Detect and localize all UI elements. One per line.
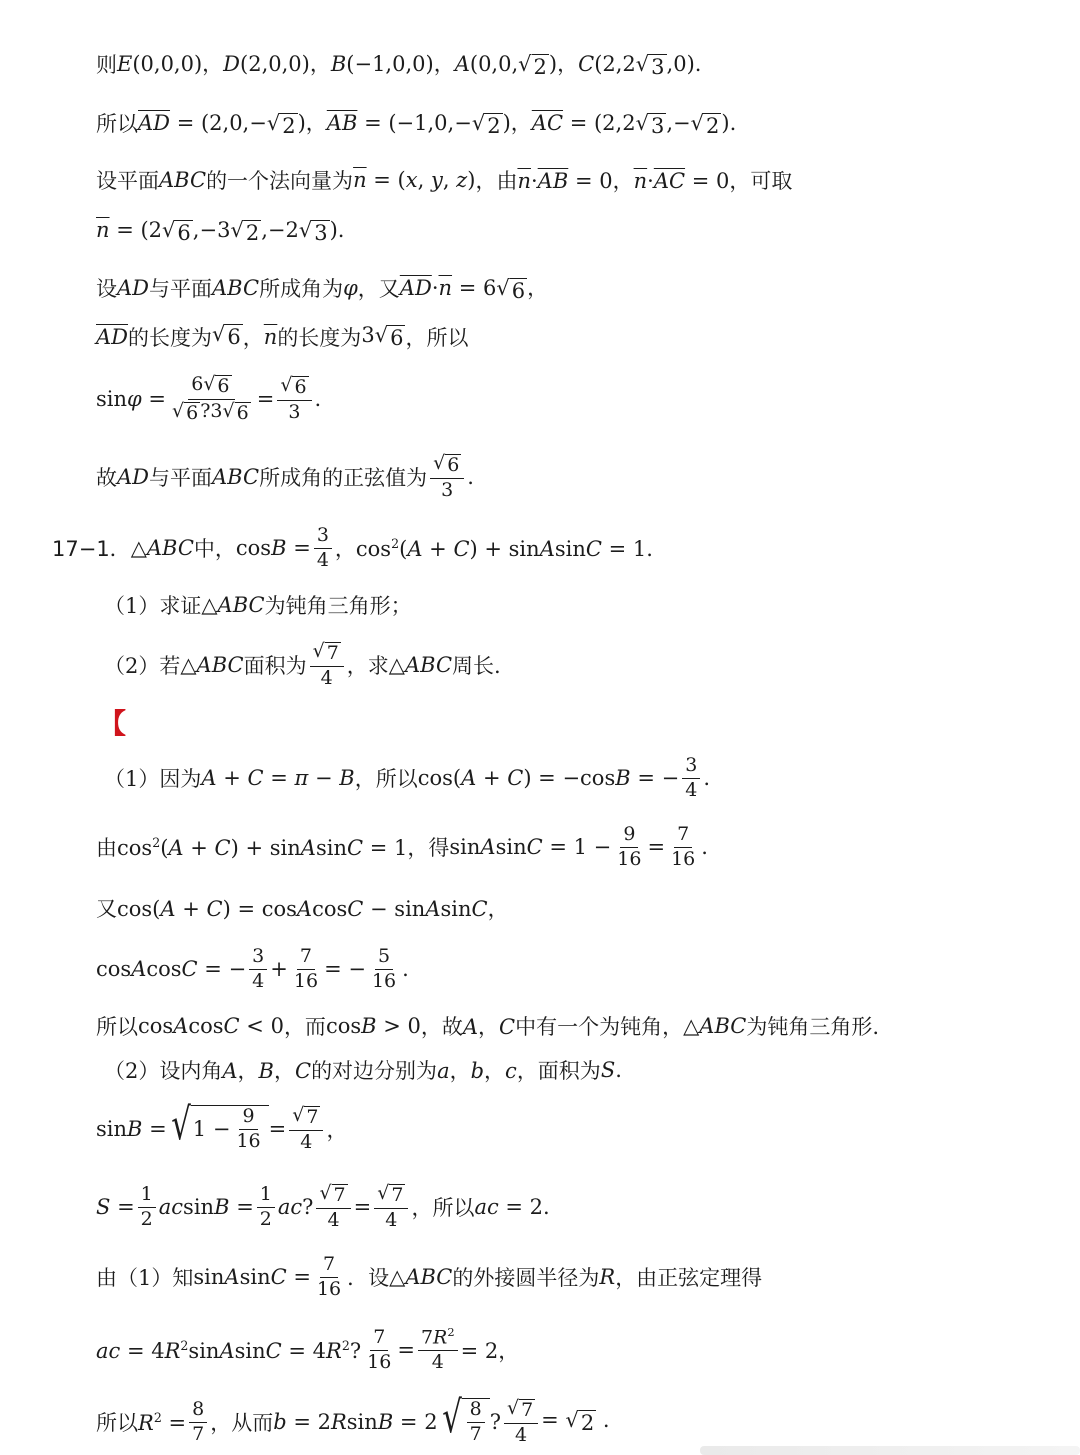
text-with-plane: 与平面 <box>149 277 213 301</box>
text-while: ，而 <box>283 1015 326 1039</box>
text-hence: ，故 <box>420 1015 463 1039</box>
solution-1-line-4: cosAcosC = − $\frac{3}{4}$ + $\frac{7}{16}$ = − $\frac{5}{16}$ . <box>96 944 409 992</box>
text-q2-area: 面积为 <box>243 654 307 678</box>
text-set-angles: （2）设内角 <box>104 1059 223 1083</box>
coordinates-line: 则 E(0,0,0)，D(2,0,0)，B(−1,0,0)，A(0,0, √ 2 )，C(2,2 √ 3 ,0). <box>96 44 701 84</box>
text-can-take: ，可取 <box>729 169 793 193</box>
problem-statement: 17−1． △ABC 中， cosB = $\frac{3}{4}$ ，$\cos^2(A + C)$ + sinAsinC = 1. <box>52 523 653 571</box>
text-q2-find: ，求 <box>346 654 389 678</box>
text-then: 则 <box>96 53 117 77</box>
text-with-plane-2: 与平面 <box>149 466 213 490</box>
text-normal-is: 的一个法向量为 <box>206 169 354 193</box>
final-b-formula: 所以 $R^2$ = $\frac{8}{7}$ ，从而 b = 2RsinB = 2 √ $\frac{8}{7}$ ? √ 7 4 = √ 2 . <box>96 1392 610 1446</box>
text-so-2: ，所以 <box>405 326 469 350</box>
solution-1-line-2: 由 $\cos^2(A + C)$ + sinAsinC = 1 ，得 sinAsinC = 1 − $\frac{9}{16}$ = $\frac{7}{16}$ . <box>96 822 708 870</box>
text-q2-if: （2）若 <box>104 654 181 678</box>
text-so-3: ，所以 <box>354 767 418 791</box>
text-from-1: 由（1）知 <box>96 1266 194 1290</box>
text-therefore: 故 <box>96 466 117 490</box>
solution-1-line-3: 又 cos(A + C) = cosAcosC − sinAsinC， <box>96 888 509 928</box>
normal-value-line: $\overline{n} = (2$ √ 6 ,−3 √ 2 ,−2 √ 3 ). <box>96 218 345 246</box>
area-formula: S = $\frac{1}{2}$ acsinB = $\frac{1}{2}$ ac? √ 7 4 = √ 7 4 ，所以 ac = 2. <box>96 1181 550 1231</box>
text-also-2: 又 <box>96 897 117 921</box>
solution-2-line-1: （2）设内角 A，B，C 的对边分别为 a，b，c ，面积为 S. <box>104 1050 622 1090</box>
text-thus: ，从而 <box>210 1411 274 1435</box>
text-length-is: 的长度为 <box>128 326 213 350</box>
length-line: $\overline{AD}$ 的长度为 √ 6 ， $\overline{n}$ 的长度为 3 √ 6 ，所以 <box>96 322 469 351</box>
text-so: 所以 <box>96 112 138 136</box>
ac-formula: ac = $4R^2sinAsinC = 4R^2$? $\frac{7}{16}$ = $\frac{7R^2}{4}$ = 2， <box>96 1324 520 1374</box>
circumradius-line: 由（1）知 sinAsinC = $\frac{7}{16}$ ．设 △ABC 的外接圆半径为 R ，由正弦定理得 <box>96 1252 763 1300</box>
text-q2-perimeter: 周长. <box>452 654 501 678</box>
text-is-obtuse: 为钝角三角形. <box>746 1015 880 1039</box>
text-so-4: 所以 <box>96 1015 138 1039</box>
vectors-line: 所以 $\overline{AD} = (2,0,-$ √ 2 )，$\overline{AB} = (-1,0,-$ √ 2 )，$\overline{AC} = (2,2$ √ 3 ,− √ 2 ). <box>96 103 736 143</box>
text-get: ，得 <box>407 836 450 860</box>
text-set-plane: 设平面 <box>96 169 159 193</box>
text-set: 设 <box>96 277 117 301</box>
text-by: ，由 <box>475 169 518 193</box>
question-1: （1）求证 △ABC 为钝角三角形； <box>104 585 412 625</box>
angle-line: 设 AD 与平面 ABC 所成角为 φ ，又 $\overline{AD}\cdot\overline{n} = 6$ √ 6 ， <box>96 268 548 308</box>
text-sine-law: ，由正弦定理得 <box>615 1266 763 1290</box>
text-length-is-2: 的长度为 <box>277 326 362 350</box>
text-opposite-sides: 的对边分别为 <box>311 1059 438 1083</box>
text-q1-prove: （1）求证 <box>104 594 202 618</box>
sin-phi-formula: sinφ = 6 √ 6 √ 6 ?3 √ 6 = √ 6 3 . <box>96 372 322 424</box>
text-because: （1）因为 <box>104 767 202 791</box>
answer-bracket <box>98 704 126 740</box>
text-sine-value: 所成角的正弦值为 <box>259 466 428 490</box>
text-in: 中， <box>193 537 236 561</box>
text-set-2: ．设 <box>347 1266 390 1290</box>
text-area-is: ，面积为 <box>516 1059 601 1083</box>
red-bracket-icon: 【 <box>98 707 127 740</box>
text-also: ，又 <box>357 277 400 301</box>
normal-vector-line: 设平面 ABC 的一个法向量为 $\overline{n} = (x$, y, z) ，由 $\overline{n}\cdot\overline{AB} = 0$，$\overline{n}\cdot\overline{AC} = 0$ ，可取 <box>96 160 792 200</box>
text-q1-obtuse: 为钝角三角形； <box>264 594 412 618</box>
text-from: 由 <box>96 836 117 860</box>
problem-number: 17−1． <box>52 537 131 561</box>
watermark-strip <box>700 1446 1080 1455</box>
question-2: （2）若 △ABC 面积为 √ 7 4 ，求 △ABC 周长. <box>104 639 501 689</box>
text-so-6: 所以 <box>96 1411 138 1435</box>
solution-1-line-5: 所以 cosAcosC < 0 ，而 cosB > 0 ，故 A，C 中有一个为钝角， △ABC 为钝角三角形. <box>96 1006 879 1046</box>
text-circumradius: 的外接圆半径为 <box>452 1266 600 1290</box>
conclusion-line: 故 AD 与平面 ABC 所成角的正弦值为 √ 6 3 . <box>96 451 474 501</box>
solution-1-line-1: （1）因为 A + C = π − B ，所以 cos(A + C) = −cosB = − $\frac{3}{4}$ . <box>104 753 710 801</box>
text-so-5: ，所以 <box>411 1196 475 1220</box>
text-angle-is: 所成角为 <box>259 277 344 301</box>
sinB-formula: sinB = √ 1 − $\frac{9}{16}$ = √ 7 4 ， <box>96 1099 348 1153</box>
text-one-obtuse: 中有一个为钝角， <box>515 1015 684 1039</box>
